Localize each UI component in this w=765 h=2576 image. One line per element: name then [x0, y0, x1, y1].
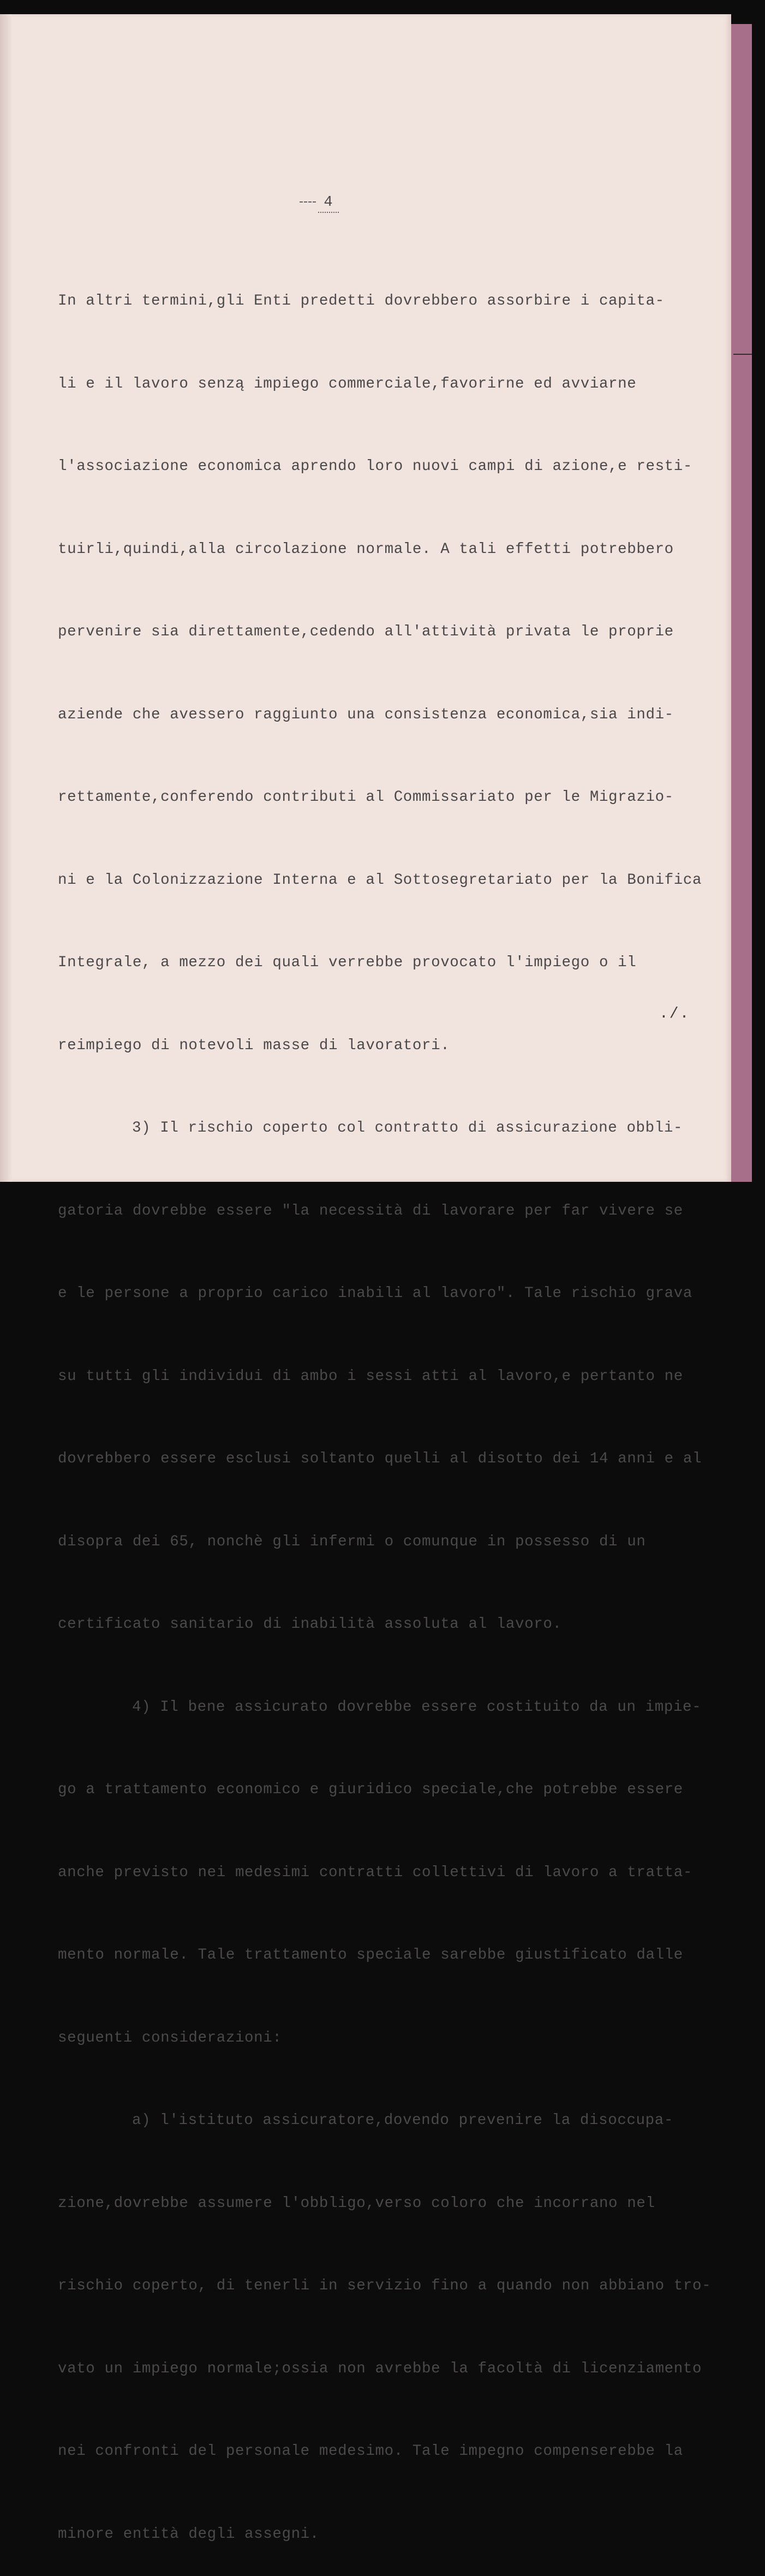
paragraph-a-start: a) l'istituto assicuratore,dovendo prevenire la disoccupa-: [132, 2112, 673, 2129]
text-line: disopra dei 65, nonchè gli infermi o comunque in possesso di un: [58, 1533, 646, 1550]
text-line: e le persone a proprio carico inabili al lavoro". Tale rischio grava: [58, 1285, 692, 1302]
page-side-mark: [733, 354, 752, 355]
text-line: mento normale. Tale trattamento speciale sarebbe giustificato dalle: [58, 1947, 683, 1964]
text-line: minore entità degli assegni.: [58, 2525, 319, 2543]
continuation-mark: ./.: [659, 1006, 690, 1022]
text-line: su tutti gli individui di ambo i sessi atti al lavoro,e pertanto ne: [58, 1367, 683, 1385]
paragraph-3-start: 3) Il rischio coperto col contratto di assicurazione obbli-: [132, 1120, 683, 1137]
page-number: [277, 194, 359, 213]
text-line: reimpiego di notevoli masse di lavoratori.: [58, 1037, 450, 1054]
text-line: nei confronti del personale medesimo. Tale impegno compenserebbe la: [58, 2443, 683, 2460]
page-number-dash-left: [300, 201, 316, 203]
text-line: In altri termini,gli Enti predetti dovrebbero assorbire i capita-: [58, 293, 665, 310]
text-line: ni e la Colonizzazione Interna e al Sottosegretariato per la Bonifica: [58, 871, 702, 889]
text-line: certificato sanitario di inabilità assoluta al lavoro.: [58, 1616, 562, 1633]
body-text: [58, 233, 721, 2576]
text-line: vato un impiego normale;ossia non avrebbe la facoltà di licenziamento: [58, 2360, 702, 2377]
page-number-value: 4: [318, 194, 338, 213]
text-line: rischio coperto, di tenerli in servizio fino a quando non abbiano tro-: [58, 2277, 712, 2294]
text-line: l'associazione economica aprendo loro nuovi campi di azione,e resti-: [58, 458, 692, 475]
text-line: pervenire sia direttamente,cedendo all'attività privata le proprie: [58, 623, 674, 640]
text-line: rettamente,conferendo contributi al Commissariato per le Migrazio-: [58, 789, 674, 806]
text-line: Integrale, a mezzo dei quali verrebbe provocato l'impiego o il: [58, 954, 637, 971]
text-line: dovrebbero essere esclusi soltanto quelli al disotto dei 14 anni e al: [58, 1450, 702, 1467]
text-line: anche previsto nei medesimi contratti collettivi di lavoro a tratta-: [58, 1864, 692, 1881]
text-line: li e il lavoro senzą impiego commerciale,favorirne ed avviarne: [58, 375, 637, 392]
text-line: aziende che avessero raggiunto una consistenza economica,sia indi-: [58, 706, 674, 723]
text-line: seguenti considerazioni:: [58, 2029, 282, 2046]
page-left-edge: [0, 14, 12, 1182]
text-line: go a trattamento economico e giuridico speciale,che potrebbe essere: [58, 1781, 683, 1798]
text-line: tuirli,quindi,alla circolazione normale. A tali effetti potrebbero: [58, 540, 674, 558]
paragraph-4-start: 4) Il bene assicurato dovrebbe essere costituito da un impie-: [132, 1698, 702, 1716]
text-line: zione,dovrebbe assumere l'obbligo,verso coloro che incorrano nel: [58, 2194, 655, 2212]
text-line: gatoria dovrebbe essere "la necessità di lavorare per far vivere se: [58, 1202, 683, 1219]
